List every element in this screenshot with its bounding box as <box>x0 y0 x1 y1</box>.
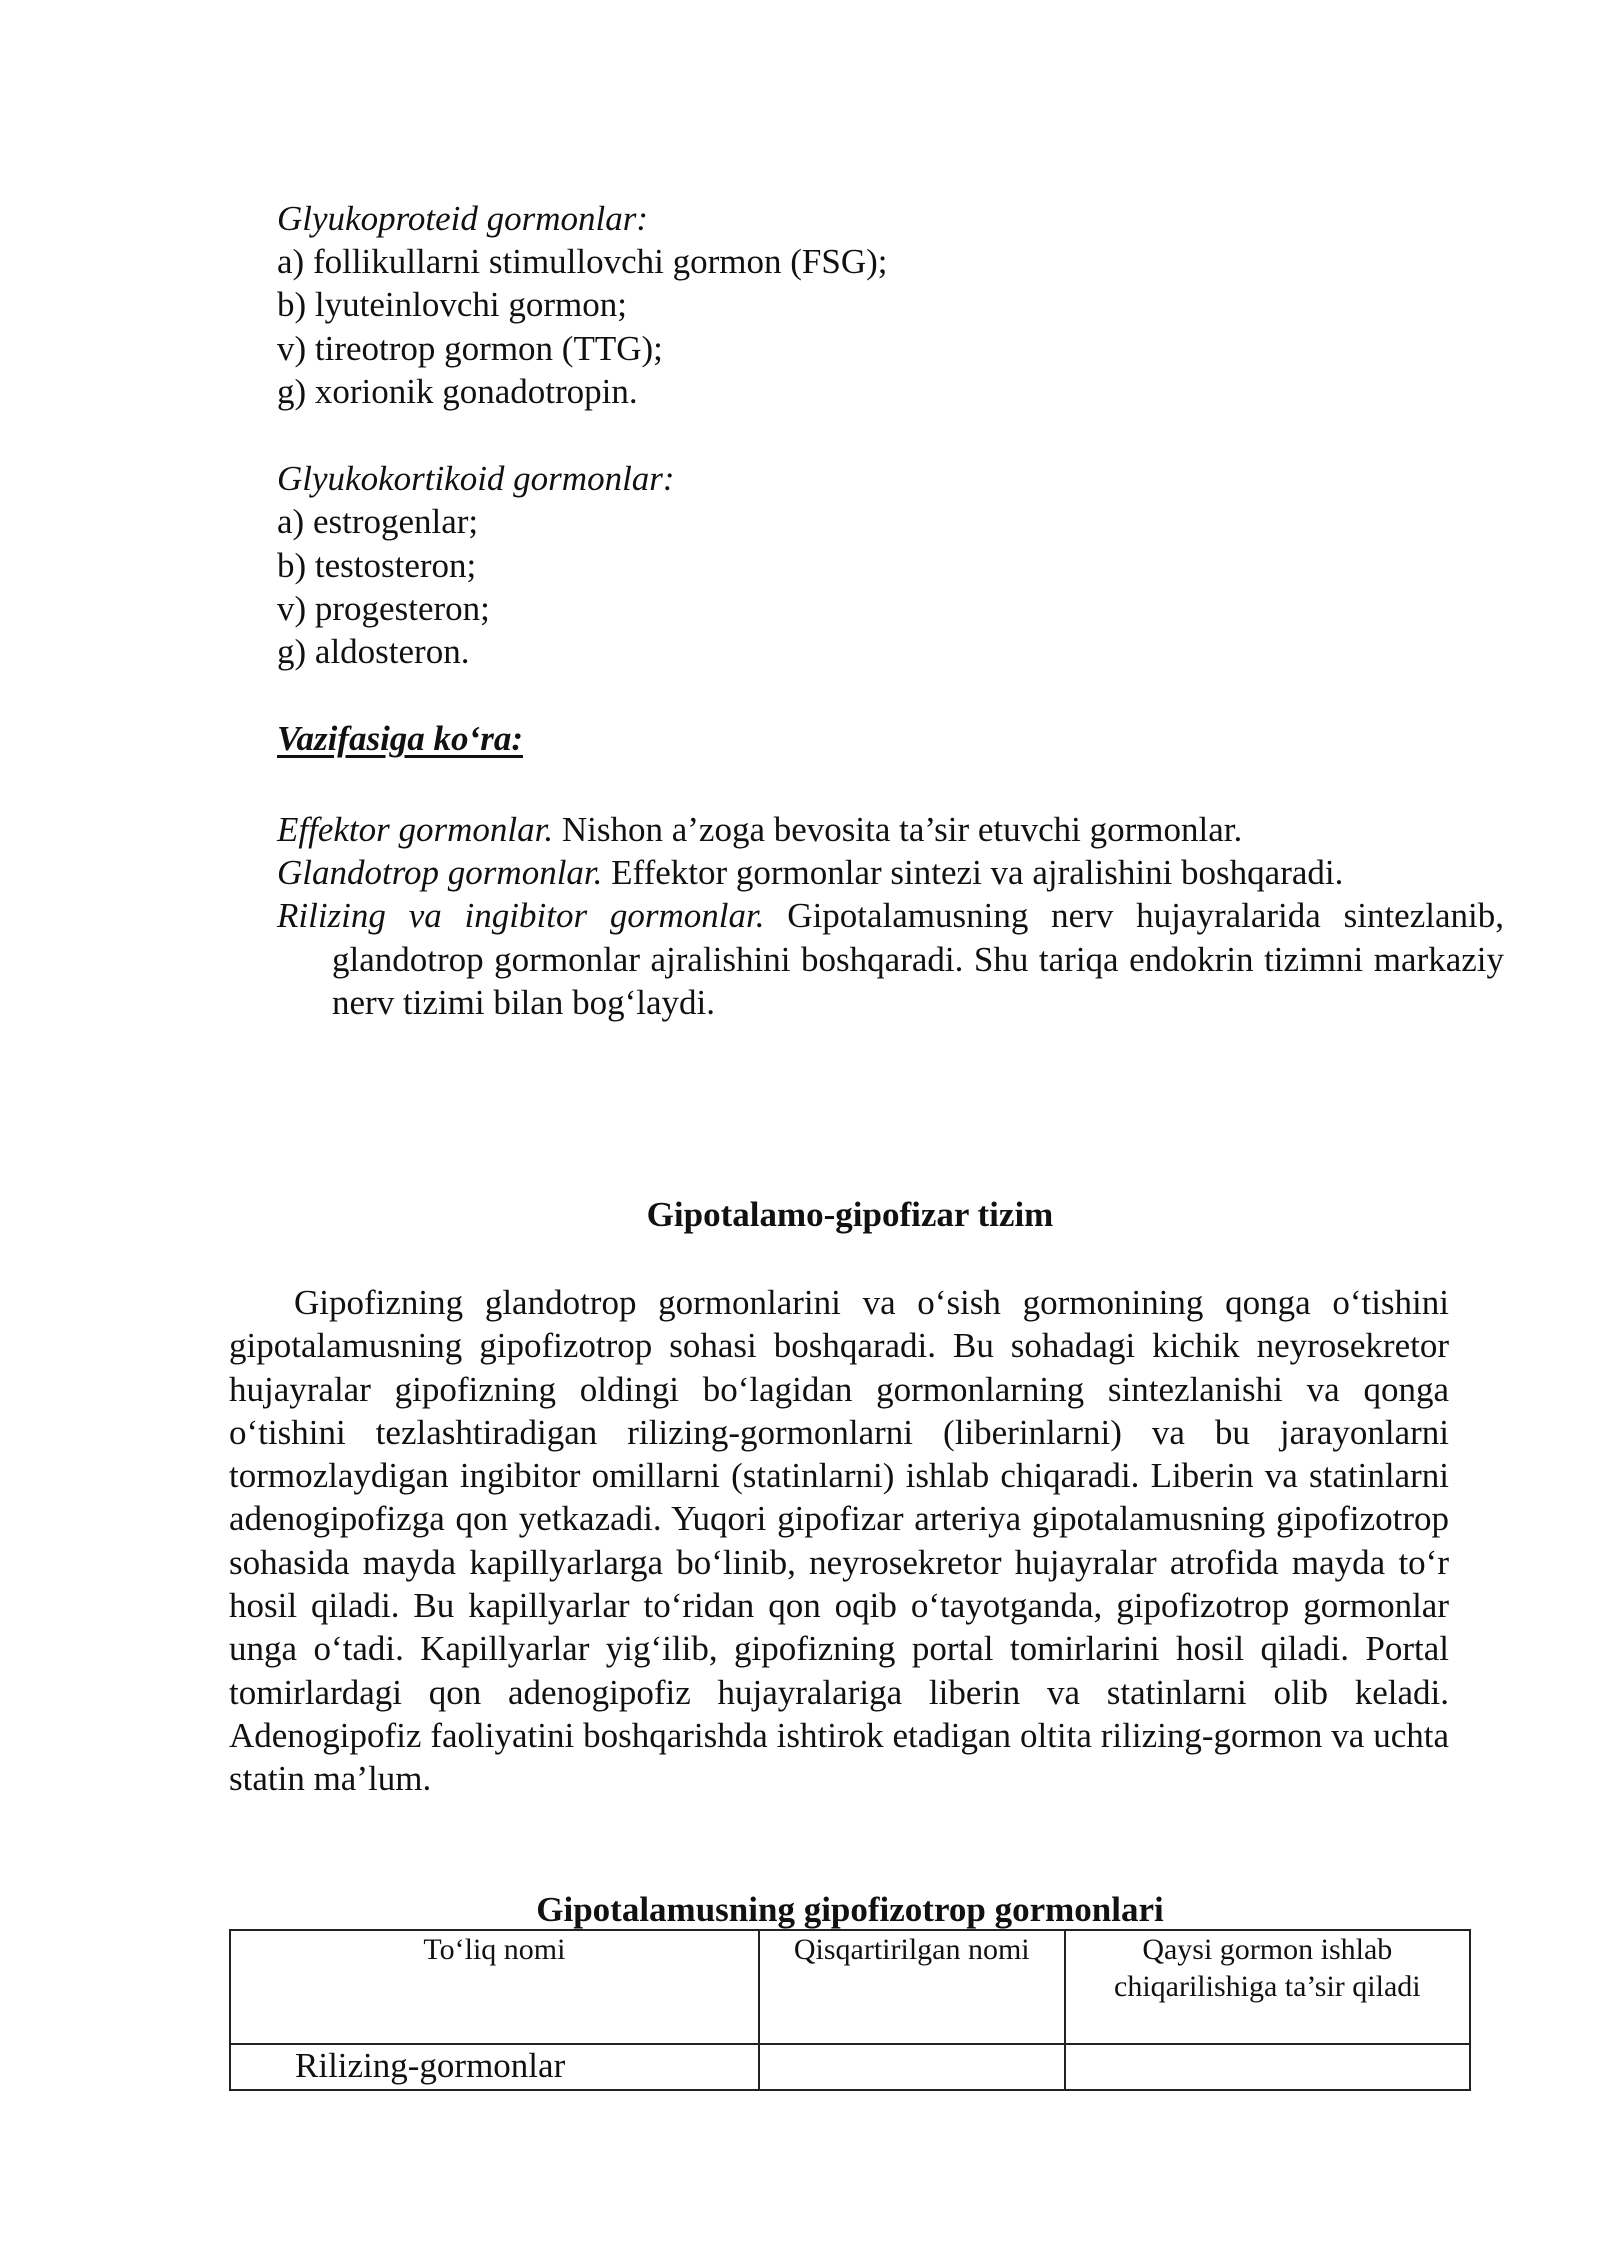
list-item: a) estrogenlar; <box>277 502 479 541</box>
list-item: b) lyuteinlovchi gormon; <box>277 285 627 324</box>
table-cell <box>759 2044 1065 2090</box>
glyukokortikoid-heading: Glyukokortikoid gormonlar: <box>277 459 675 498</box>
column-header-short-name: Qisqartirilgan nomi <box>759 1930 1065 2044</box>
table-row <box>230 2044 1470 2090</box>
list-item: g) aldosteron. <box>277 632 470 671</box>
table-title: Gipotalamusning gipofizotrop gormonlari <box>536 1890 1164 1929</box>
vazifasiga-heading: Vazifasiga ko‘ra: <box>277 719 523 758</box>
list-item: v) tireotrop gormon (TTG); <box>277 329 663 368</box>
section-title: Gipotalamo-gipofizar tizim <box>646 1195 1054 1234</box>
section-paragraph: Gipofizning glandotrop gormonlarini va o‘sish gormonining qonga o‘tishini gipotalamusning gipofizotrop sohasi boshqaradi. Bu sohadagi kichik neyrosekretor hujayralar gipofizning oldingi bo‘lagidan gormonlarning sintezlanishi va qonga o‘tishini tezlashtiradigan rilizing-gormonlarni (liberinlarni) va bu jarayonlarni tormozlaydigan ingibitor omillarni (statinlarni) ishlab chiqaradi. Liberin va statinlarni adenogipofizga qon yetkazadi. Yuqori gipofizar arteriya gipotalamusning gipofizotrop sohasida mayda kapillyarlarga bo‘linib, neyrosekretor hujayralar atrofida mayda to‘r hosil qiladi. Bu kapillyarlar to‘ridan qon oqib o‘tayotganda, gipofizotrop gormonlar unga o‘tadi. Kapillyarlar yig‘ilib, gipofizning portal tomirlarini hosil qiladi. Portal tomirlardagi qon adenogipofiz hujayralariga liberin va statinlarni olib keladi. Adenogipofiz faoliyatini boshqarishda ishtirok etadigan oltita rilizing-gormon va uchta statin ma’lum. <box>229 1283 1449 1799</box>
list-item: v) progesteron; <box>277 589 490 628</box>
definition-text: Gipotalamusning nerv hujayralarida sintezlanib, glandotrop gormonlar ajralishini boshqaradi. Shu tariqa endokrin tizimni markaziy nerv tizimi bilan bog‘laydi. <box>332 896 1504 1022</box>
definition-term: Rilizing va ingibitor gormonlar. <box>277 896 765 935</box>
hormones-table <box>229 1929 1471 2091</box>
definition-term: Effektor gormonlar. <box>277 810 554 849</box>
table-header-row <box>230 1930 1470 2044</box>
table-cell: Rilizing-gormonlar <box>230 2044 759 2090</box>
column-header-full-name: To‘liq nomi <box>230 1930 759 2044</box>
list-item: b) testosteron; <box>277 546 477 585</box>
definition-text: Nishon a’zoga bevosita ta’sir etuvchi gormonlar. <box>553 810 1243 849</box>
definition-term: Glandotrop gormonlar. <box>277 853 603 892</box>
definition-effektor <box>277 808 1242 851</box>
glyukoproteid-heading: Glyukoproteid gormonlar: <box>277 199 649 238</box>
list-item: a) follikullarni stimullovchi gormon (FSG); <box>277 242 888 281</box>
definition-glandotrop <box>277 851 1343 894</box>
definition-text: Effektor gormonlar sintezi va ajralishini boshqaradi. <box>602 853 1344 892</box>
list-item: g) xorionik gonadotropin. <box>277 372 638 411</box>
definition-rilizing <box>277 894 1504 1025</box>
column-header-target: Qaysi gormon ishlab chiqarilishiga ta’sir qiladi <box>1065 1930 1470 2044</box>
table-cell <box>1065 2044 1470 2090</box>
